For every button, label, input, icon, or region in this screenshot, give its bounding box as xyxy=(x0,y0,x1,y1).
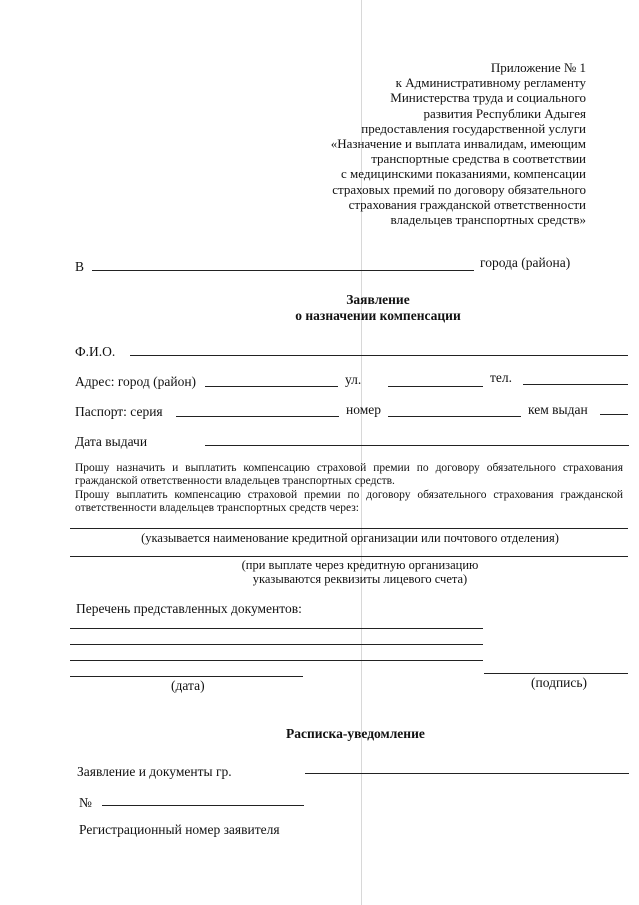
form-title xyxy=(200,292,556,324)
addressee-suffix: города (района) xyxy=(480,255,571,270)
issue-date-label: Дата выдачи xyxy=(75,434,148,449)
header-line: владельцев транспортных средств» xyxy=(390,212,586,228)
header-line: развития Республики Адыгея xyxy=(423,105,586,121)
receipt-title: Расписка-уведомление xyxy=(286,726,425,741)
phone-field[interactable] xyxy=(523,384,628,385)
request-paragraph-1: Прошу назначить и выплатить компенсацию страховой премии по договору обязательного страхования гражданской ответственности владельцев транспортных средств. xyxy=(75,462,623,487)
passport-series-field[interactable] xyxy=(176,416,339,417)
city-field[interactable] xyxy=(205,386,338,387)
bank-hint-line2: указываются реквизиты лицевого счета) xyxy=(252,571,468,586)
receipt-number-label: № xyxy=(79,795,92,810)
address-label: Адрес: город (район) xyxy=(75,374,197,389)
header-line: страхования гражданской ответственности xyxy=(348,196,586,212)
passport-number-field[interactable] xyxy=(388,416,521,417)
form-title-line1: Заявление xyxy=(346,292,410,307)
bank-details-field[interactable] xyxy=(70,556,628,557)
organization-field[interactable] xyxy=(70,528,628,529)
bank-hint-line1: (при выплате через кредитную организацию xyxy=(241,558,479,572)
header-line: «Назначение и выплата инвалидам, имеющим xyxy=(330,136,586,152)
header-line: Приложение № 1 xyxy=(490,60,586,75)
header-line: Министерства труда и социального xyxy=(390,90,586,106)
receipt-docs-label: Заявление и документы гр. xyxy=(77,764,232,779)
header-line: с медицинскими показаниями, компенсации xyxy=(341,166,586,182)
passport-series-label: Паспорт: серия xyxy=(75,404,163,419)
appendix-header xyxy=(331,60,586,227)
street-field[interactable] xyxy=(388,386,483,387)
passport-number-label: номер xyxy=(346,402,382,417)
form-title-line2: о назначении компенсации xyxy=(295,308,461,323)
header-line: страховых премий по договору обязательного xyxy=(332,181,586,197)
fio-field[interactable] xyxy=(130,355,628,356)
street-label: ул. xyxy=(345,372,362,387)
registration-number-label: Регистрационный номер заявителя xyxy=(79,822,280,837)
header-line: транспортные средства в соответствии xyxy=(371,151,586,167)
signature-caption: (подпись) xyxy=(531,675,588,690)
receipt-number-field[interactable] xyxy=(102,805,304,806)
organization-hint: (указывается наименование кредитной организации или почтового отделения) xyxy=(141,531,559,545)
issue-date-field[interactable] xyxy=(205,445,629,446)
issued-by-field[interactable] xyxy=(600,414,628,415)
request-paragraph-2: Прошу выплатить компенсацию страховой премии по договору обязательного страхования гражданской ответственности владельцев транспортных средств через: xyxy=(75,489,623,514)
phone-label: тел. xyxy=(490,370,513,385)
fio-label: Ф.И.О. xyxy=(75,344,116,359)
receipt-citizen-field[interactable] xyxy=(305,773,629,774)
documents-line-2[interactable] xyxy=(70,644,483,645)
date-field[interactable] xyxy=(70,676,303,677)
issued-by-label: кем выдан xyxy=(528,402,588,417)
documents-line-1[interactable] xyxy=(70,628,483,629)
header-line: предоставления государственной услуги xyxy=(361,120,586,136)
addressee-field[interactable] xyxy=(92,270,474,271)
date-caption: (дата) xyxy=(171,678,205,693)
addressee-prefix: В xyxy=(75,259,85,274)
bank-hint xyxy=(200,559,520,586)
signature-field[interactable] xyxy=(484,673,628,674)
documents-label: Перечень представленных документов: xyxy=(76,601,302,616)
header-line: к Административному регламенту xyxy=(395,75,586,91)
documents-line-3[interactable] xyxy=(70,660,483,661)
